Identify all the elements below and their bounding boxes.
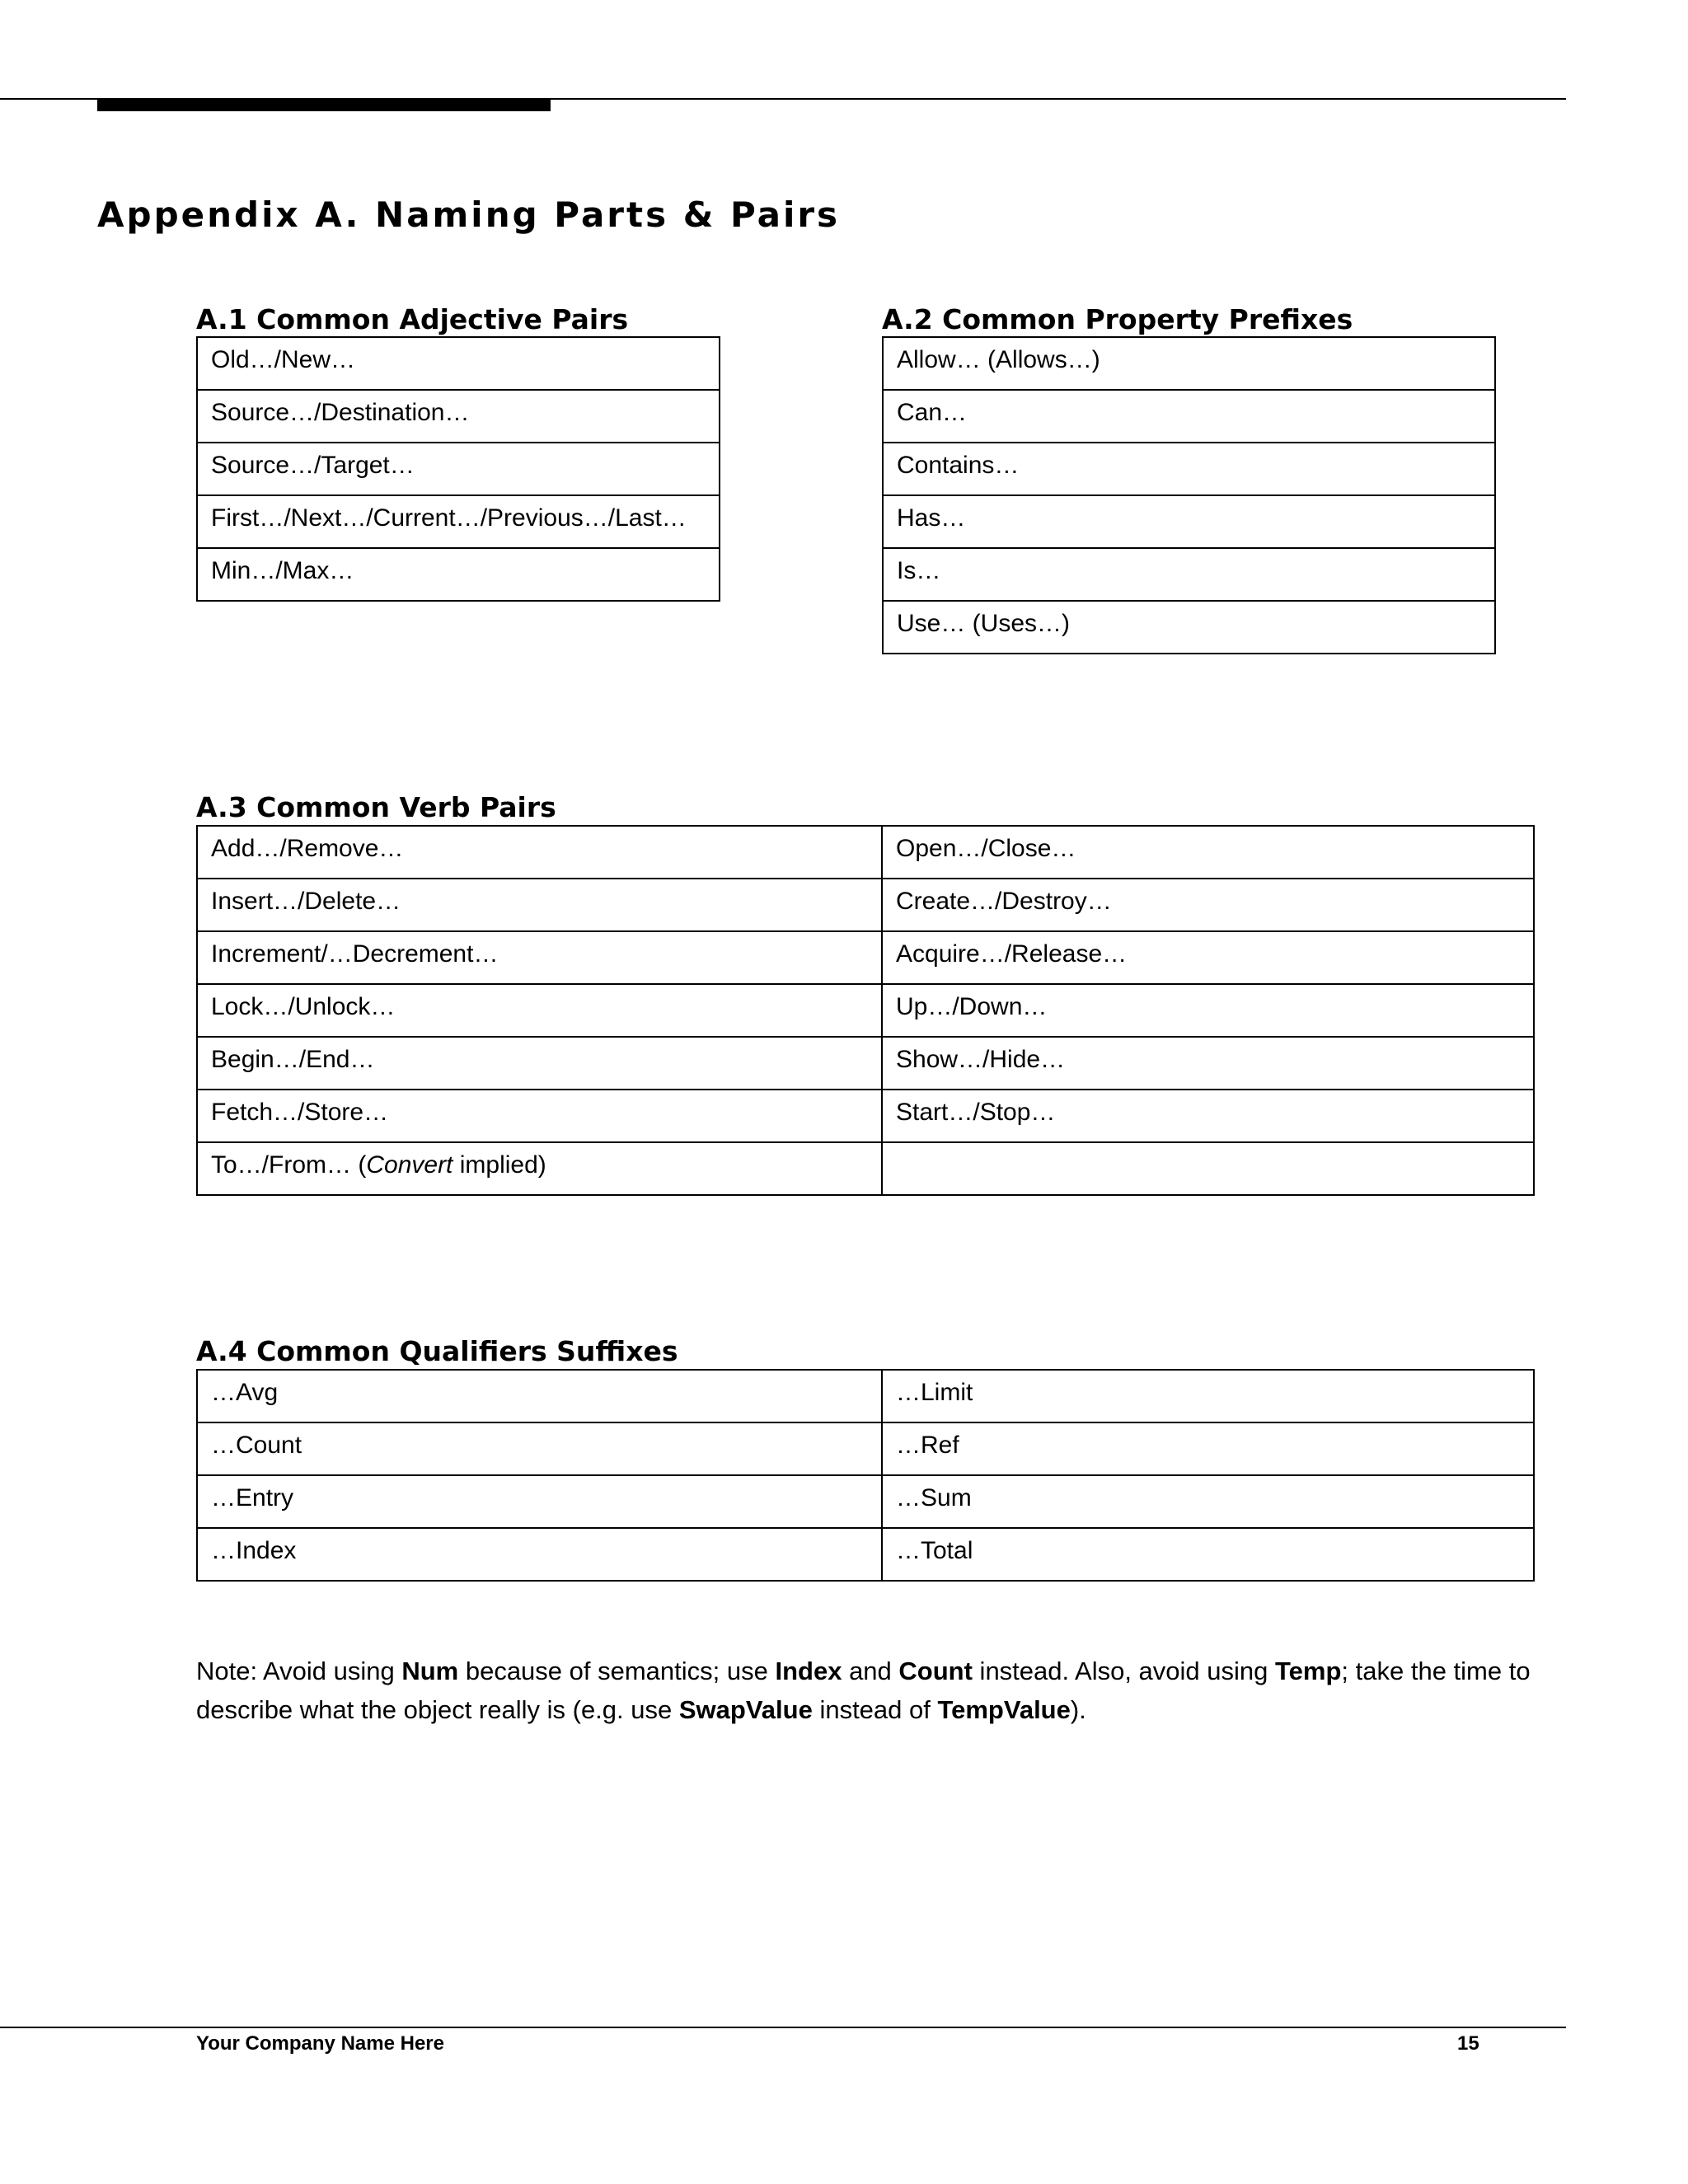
table-cell: Increment/…Decrement… [197, 931, 882, 984]
table-cell: Fetch…/Store… [197, 1090, 882, 1142]
property-prefixes-table [882, 336, 1496, 654]
table-cell: Old…/New… [197, 337, 720, 390]
table-cell: Allow… (Allows…) [883, 337, 1495, 390]
note-emphasis: Index [775, 1657, 842, 1685]
table-cell-empty [882, 1142, 1534, 1195]
note-text: because of semantics; use [458, 1657, 776, 1685]
naming-note [196, 1652, 1581, 1729]
table-row [197, 931, 1534, 984]
note-emphasis: SwapValue [678, 1695, 813, 1724]
table-row [197, 1528, 1534, 1581]
table-cell: …Ref [882, 1422, 1534, 1475]
table-row [197, 1142, 1534, 1195]
table-cell: Show…/Hide… [882, 1037, 1534, 1090]
table-row [883, 495, 1495, 548]
table-cell: …Index [197, 1528, 882, 1581]
table-row [197, 984, 1534, 1037]
footer-rule [0, 2027, 1566, 2028]
table-row [197, 548, 720, 601]
table-row [883, 443, 1495, 495]
note-text: instead of [812, 1695, 938, 1724]
table-cell: …Avg [197, 1370, 882, 1422]
table-row [197, 390, 720, 443]
page-number: 15 [1457, 2032, 1479, 2055]
table-cell: Lock…/Unlock… [197, 984, 882, 1037]
table-cell: Begin…/End… [197, 1037, 882, 1090]
table-cell: Min…/Max… [197, 548, 720, 601]
qualifier-suffixes-table [196, 1369, 1535, 1582]
table-row [197, 1037, 1534, 1090]
adjective-pairs-table [196, 336, 720, 602]
section-title-verb-pairs: A.3 Common Verb Pairs [196, 791, 556, 823]
table-cell: Up…/Down… [882, 984, 1534, 1037]
note-text: ). [1070, 1695, 1086, 1724]
note-emphasis: TempValue [937, 1695, 1071, 1724]
table-cell [197, 1142, 882, 1195]
table-row [883, 601, 1495, 654]
footer-company-name: Your Company Name Here [196, 2032, 444, 2055]
table-cell: Source…/Destination… [197, 390, 720, 443]
table-row [197, 337, 720, 390]
note-emphasis: Count [898, 1657, 973, 1685]
table-cell: Add…/Remove… [197, 826, 882, 879]
section-title-qualifier-suffixes: A.4 Common Qualifiers Suffixes [196, 1335, 678, 1367]
table-cell: Create…/Destroy… [882, 879, 1534, 931]
cell-text: implied) [452, 1151, 546, 1179]
table-cell: Open…/Close… [882, 826, 1534, 879]
table-cell: Use… (Uses…) [883, 601, 1495, 654]
table-cell: …Entry [197, 1475, 882, 1528]
note-text: instead. Also, avoid using [972, 1657, 1276, 1685]
table-cell: Source…/Target… [197, 443, 720, 495]
table-cell: Acquire…/Release… [882, 931, 1534, 984]
table-row [883, 337, 1495, 390]
table-cell: First…/Next…/Current…/Previous…/Last… [197, 495, 720, 548]
table-row [883, 390, 1495, 443]
verb-pairs-table [196, 825, 1535, 1196]
note-text: ; take the time to describe what the object really is (e.g. use [196, 1657, 1531, 1724]
note-text: Note: Avoid using [196, 1657, 402, 1685]
table-cell: Has… [883, 495, 1495, 548]
table-cell: …Sum [882, 1475, 1534, 1528]
page-title: Appendix A. Naming Parts & Pairs [97, 194, 841, 235]
table-row [197, 443, 720, 495]
cell-text-italic: Convert [366, 1151, 453, 1179]
table-row [197, 1090, 1534, 1142]
table-cell: …Count [197, 1422, 882, 1475]
table-cell: Contains… [883, 443, 1495, 495]
note-emphasis: Num [401, 1657, 459, 1685]
note-emphasis: Temp [1275, 1657, 1342, 1685]
table-row [197, 1370, 1534, 1422]
cell-text: To…/From… ( [211, 1151, 367, 1179]
table-cell: …Limit [882, 1370, 1534, 1422]
table-cell: …Total [882, 1528, 1534, 1581]
table-row [197, 826, 1534, 879]
note-text: and [842, 1657, 899, 1685]
table-row [883, 548, 1495, 601]
table-row [197, 495, 720, 548]
table-cell: Start…/Stop… [882, 1090, 1534, 1142]
table-cell: Insert…/Delete… [197, 879, 882, 931]
table-cell: Can… [883, 390, 1495, 443]
section-title-adjective-pairs: A.1 Common Adjective Pairs [196, 303, 629, 335]
table-row [197, 879, 1534, 931]
table-row [197, 1422, 1534, 1475]
section-title-property-prefixes: A.2 Common Property Prefixes [882, 303, 1353, 335]
table-row [197, 1475, 1534, 1528]
table-cell: Is… [883, 548, 1495, 601]
header-bar [97, 98, 551, 111]
